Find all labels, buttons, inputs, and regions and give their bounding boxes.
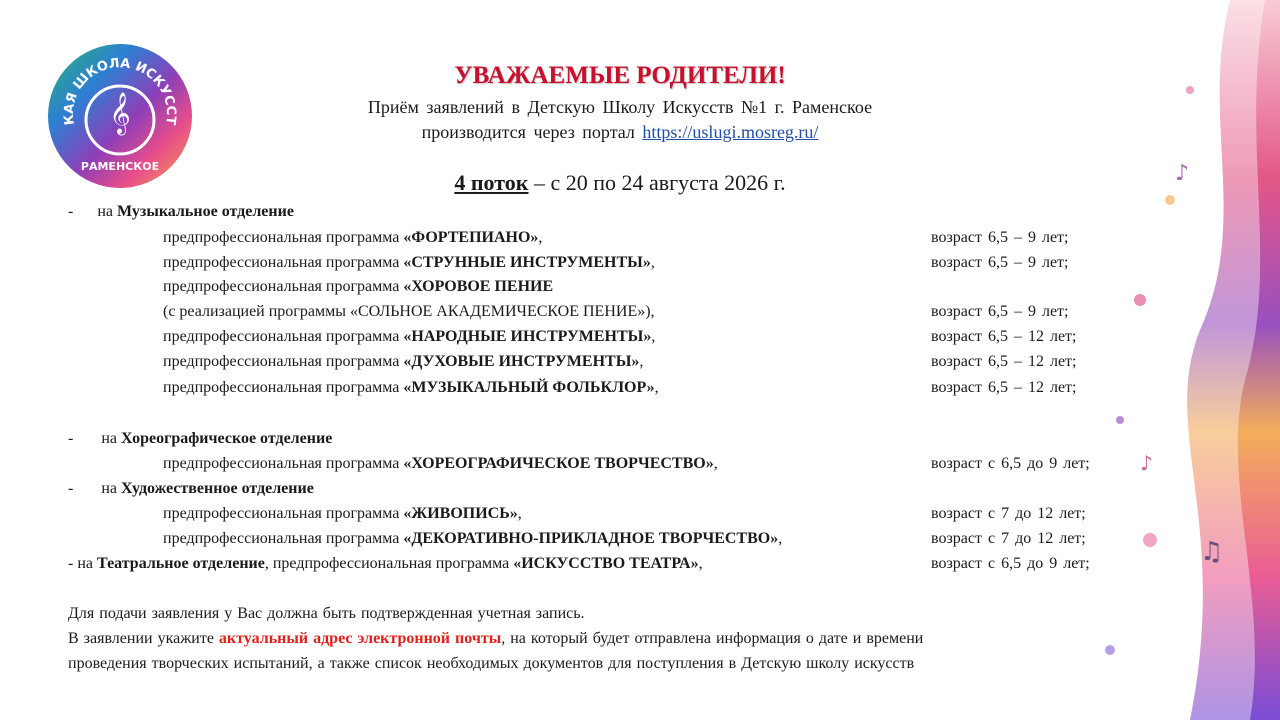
program-row: предпрофессиональная программа «НАРОДНЫЕ ИНСТРУМЕНТЫ»,: [163, 328, 656, 345]
stream-dates: – с 20 по 24 августа 2026 г.: [533, 170, 786, 195]
dept-music: - на Музыкальное отделение: [68, 203, 294, 220]
age-label: возраст с 7 до 12 лет;: [931, 530, 1086, 547]
dept-choreography: - на Хореографическое отделение: [68, 430, 333, 447]
svg-text:ДЕТСКАЯ ШКОЛА ИСКУССТВ №1: КАЯ ШКОЛА ИСКУССТ: [61, 56, 179, 126]
dept-theatre: - на Театральное отделение, предпрофессиональная программа «ИСКУССТВО ТЕАТРА»,: [68, 555, 703, 572]
portal-link[interactable]: https://uslugi.mosreg.ru/: [642, 122, 819, 142]
age-label: возраст 6,5 – 12 лет;: [931, 379, 1077, 396]
age-label: возраст 6,5 – 9 лет;: [931, 254, 1069, 271]
program-row: предпрофессиональная программа «ДЕКОРАТИВНО-ПРИКЛАДНОЕ ТВОРЧЕСТВО»,: [163, 530, 783, 547]
age-label: возраст 6,5 – 9 лет;: [931, 229, 1069, 246]
svg-text:♪: ♪: [1140, 451, 1153, 475]
program-note: (с реализацией программы «СОЛЬНОЕ АКАДЕМИЧЕСКОЕ ПЕНИЕ»),: [163, 303, 655, 320]
age-label: возраст 6,5 – 9 лет;: [931, 303, 1069, 320]
svg-text:𝄞: 𝄞: [109, 93, 131, 134]
stream-label: 4 поток: [454, 170, 529, 195]
svg-text:♪: ♪: [1175, 161, 1190, 186]
stream-heading: [300, 170, 940, 196]
dept-art: - на Художественное отделение: [68, 480, 314, 497]
program-row: предпрофессиональная программа «СТРУННЫЕ ИНСТРУМЕНТЫ»,: [163, 254, 655, 271]
program-row: предпрофессиональная программа «МУЗЫКАЛЬНЫЙ ФОЛЬКЛОР»,: [163, 379, 659, 396]
footer-line-3: проведения творческих испытаний, а также список необходимых документов для поступления в Детскую школу искусств: [68, 655, 915, 672]
age-label: возраст 6,5 – 12 лет;: [931, 328, 1077, 345]
program-row: предпрофессиональная программа «ХОРЕОГРАФИЧЕСКОЕ ТВОРЧЕСТВО»,: [163, 455, 718, 472]
school-logo: [44, 40, 196, 192]
age-label: возраст 6,5 – 12 лет;: [931, 353, 1077, 370]
age-label: возраст с 7 до 12 лет;: [931, 505, 1086, 522]
footer-line-1: Для подачи заявления у Вас должна быть подтвержденная учетная запись.: [68, 605, 585, 622]
age-label: возраст с 6,5 до 9 лет;: [931, 455, 1090, 472]
intro-line-2: производится через портал https://uslugi.mosreg.ru/: [421, 122, 819, 142]
program-row: предпрофессиональная программа «ФОРТЕПИАНО»,: [163, 229, 543, 246]
program-row: предпрофессиональная программа «ЖИВОПИСЬ»,: [163, 505, 522, 522]
email-highlight: актуальный адрес электронной почты: [218, 630, 502, 647]
program-row: предпрофессиональная программа «ХОРОВОЕ ПЕНИЕ: [163, 278, 554, 295]
intro-line-1: Приём заявлений в Детскую Школу Искусств №1 г. Раменское: [367, 97, 873, 117]
page-title: УВАЖАЕМЫЕ РОДИТЕЛИ!: [454, 62, 786, 89]
decorative-paint-splash: [1080, 0, 1280, 720]
program-row: предпрофессиональная программа «ДУХОВЫЕ ИНСТРУМЕНТЫ»,: [163, 353, 644, 370]
logo-city: РАМЕНСКОЕ: [80, 160, 160, 173]
footer-line-2: В заявлении укажите актуальный адрес электронной почты, на который будет отправлена информация о дате и времени: [68, 630, 924, 647]
age-label: возраст с 6,5 до 9 лет;: [931, 555, 1090, 572]
svg-text:♫: ♫: [1200, 537, 1224, 567]
